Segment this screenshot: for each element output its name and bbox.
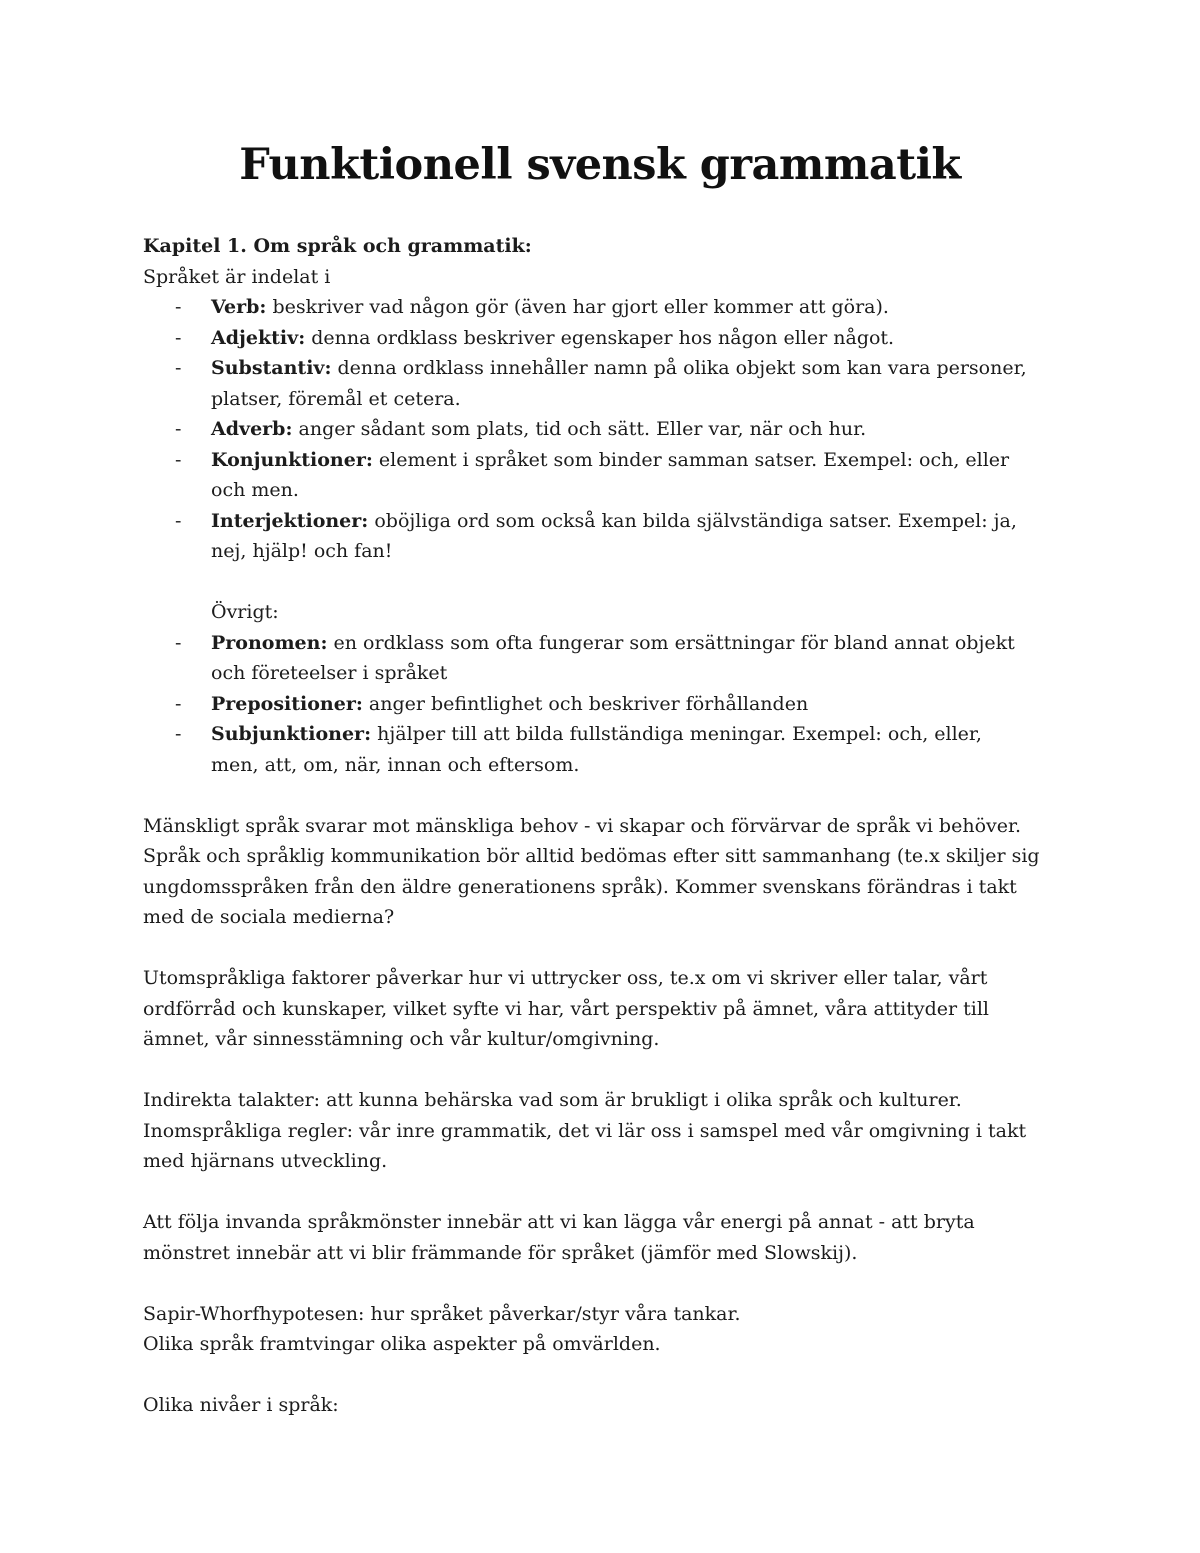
term-description: och men. (211, 479, 299, 501)
paragraph (143, 811, 1073, 933)
term-description: och företeelser i språket (211, 662, 448, 684)
list-item (143, 536, 1073, 567)
bullet-dash: - (175, 418, 182, 440)
term-description: denna ordklass beskriver egenskaper hos någon eller något. (311, 326, 895, 349)
list-item (143, 689, 1073, 720)
intro-text: Språket är indelat i (143, 265, 331, 288)
term-label: Subjunktioner: (211, 723, 372, 745)
term-label: Verb: (211, 296, 267, 318)
list-item (143, 292, 1073, 323)
term-label: Interjektioner: (211, 509, 369, 532)
term-label: Pronomen: (211, 631, 328, 654)
spacer (143, 1360, 1073, 1391)
paragraph-line: ungdomsspråken från den äldre generationens språk). Kommer svenskans förändras i takt (143, 875, 1017, 898)
term-description: element i språket som binder samman satser. Exempel: och, eller (378, 448, 1010, 471)
list-item (143, 475, 1073, 506)
list-item (143, 719, 1073, 750)
paragraph-line: Indirekta talakter: att kunna behärska vad som är brukligt i olika språk och kulturer. (143, 1089, 962, 1111)
list-item (143, 658, 1073, 689)
paragraph-line: Mänskligt språk svarar mot mänskliga behov - vi skapar och förvärvar de språk vi behöver. (143, 814, 1022, 837)
bullet-dash: - (175, 692, 182, 715)
term-label: Konjunktioner: (211, 448, 373, 471)
paragraph-line: Olika språk framtvingar olika aspekter på omvärlden. (143, 1333, 661, 1355)
term-description: hjälper till att bilda fullständiga meningar. Exempel: och, eller, (377, 723, 982, 745)
list-item (143, 384, 1073, 415)
bullet-dash: - (175, 357, 182, 379)
paragraph-line: Utomspråkliga faktorer påverkar hur vi uttrycker oss, te.x om vi skriver eller talar, vårt (143, 967, 988, 989)
spacer (143, 933, 1073, 964)
list-item (143, 323, 1073, 354)
bullet-dash: - (175, 723, 182, 745)
paragraph-line: ordförråd och kunskaper, vilket syfte vi har, vårt perspektiv på ämnet, våra attityder till (143, 997, 989, 1020)
word-class-list (143, 292, 1073, 567)
term-description: anger befintlighet och beskriver förhållanden (368, 692, 809, 715)
term-label: Adverb: (211, 418, 293, 440)
chapter-heading: Kapitel 1. Om språk och grammatik: (143, 235, 532, 257)
spacer (143, 780, 1073, 811)
paragraph-line: med hjärnans utveckling. (143, 1150, 388, 1172)
term-label: Substantiv: (211, 357, 332, 379)
spacer (143, 1055, 1073, 1086)
term-description: en ordklass som ofta fungerar som ersättningar för bland annat objekt (333, 631, 1015, 654)
bullet-dash: - (175, 631, 182, 654)
term-label: Adjektiv: (211, 326, 306, 349)
term-description: nej, hjälp! och fan! (211, 540, 393, 562)
paragraph-line: Att följa invanda språkmönster innebär att vi kan lägga vår energi på annat - att bryta (143, 1211, 975, 1233)
term-description: platser, föremål et cetera. (211, 387, 461, 410)
term-description: denna ordklass innehåller namn på olika objekt som kan vara personer, (337, 357, 1027, 379)
document-title: Funktionell svensk grammatik (239, 140, 961, 190)
paragraphs (143, 780, 1073, 1421)
paragraph-line: Inomspråkliga regler: vår inre grammatik, det vi lär oss i samspel med vår omgivning i takt (143, 1119, 1027, 1142)
spacer (143, 1177, 1073, 1208)
paragraph (143, 1207, 1073, 1268)
term-description: beskriver vad någon gör (även har gjort eller kommer att göra). (272, 296, 889, 318)
spacer (143, 1268, 1073, 1299)
list-item (143, 506, 1073, 537)
bullet-dash: - (175, 448, 182, 471)
list-item (143, 628, 1073, 659)
paragraph-line: Språk och språklig kommunikation bör alltid bedömas efter sitt sammanhang (te.x skiljer sig (143, 845, 1040, 867)
paragraph-line: ämnet, vår sinnesstämning och vår kultur/omgivning. (143, 1028, 660, 1050)
other-class-list (143, 628, 1073, 781)
term-description: men, att, om, när, innan och eftersom. (211, 753, 580, 776)
bullet-dash: - (175, 296, 182, 318)
list-item (143, 445, 1073, 476)
bullet-dash: - (175, 326, 182, 349)
list-item (143, 750, 1073, 781)
list-item (143, 353, 1073, 384)
paragraph-line: mönstret innebär att vi blir främmande för språket (jämför med Slowskij). (143, 1241, 858, 1264)
term-description: oböjliga ord som också kan bilda självständiga satser. Exempel: ja, (374, 509, 1017, 532)
paragraph (143, 1390, 1073, 1421)
spacer (143, 567, 1073, 598)
paragraph (143, 1085, 1073, 1177)
paragraph-line: med de sociala medierna? (143, 906, 395, 928)
paragraph-line: Olika nivåer i språk: (143, 1394, 339, 1416)
document-body (143, 231, 1073, 1421)
bullet-dash: - (175, 509, 182, 532)
other-heading: Övrigt: (211, 601, 279, 623)
term-label: Prepositioner: (211, 692, 363, 715)
paragraph (143, 963, 1073, 1055)
paragraph (143, 1299, 1073, 1360)
term-description: anger sådant som plats, tid och sätt. Eller var, när och hur. (298, 418, 867, 440)
paragraph-line: Sapir-Whorfhypotesen: hur språket påverkar/styr våra tankar. (143, 1302, 741, 1325)
list-item (143, 414, 1073, 445)
